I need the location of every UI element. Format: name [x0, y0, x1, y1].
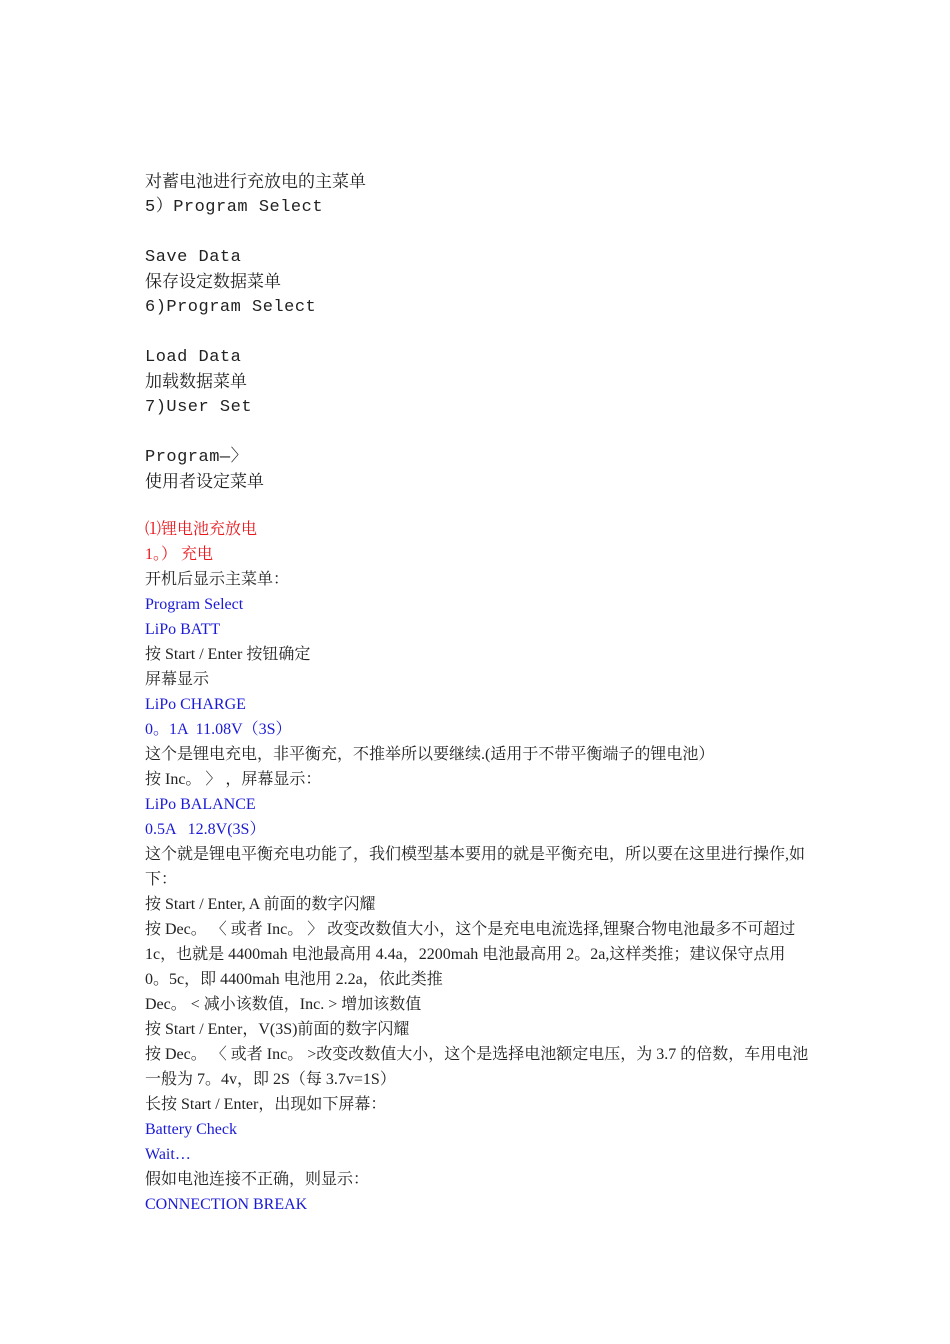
paragraph: 按 Dec。 〈 或者 Inc。 >改变改数值大小，这个是选择电池额定电压，为 3.7 的倍数，车用电池一般为 7。4v，即 2S（每 3.7v=1S）	[145, 1046, 809, 1088]
spacer	[145, 320, 810, 345]
spacer	[145, 420, 810, 445]
menu-program-arrow: Program—〉	[145, 448, 249, 467]
menu-item-6: 6)Program Select	[145, 298, 317, 317]
paragraph: 这个是锂电充电，非平衡充，不推举所以要继续.(适用于不带平衡端子的锂电池）	[145, 746, 715, 763]
paragraph: 按 Start / Enter 按钮确定	[145, 646, 311, 663]
screen-text: Program Select	[145, 596, 244, 613]
paragraph: 按 Start / Enter, A 前面的数字闪耀	[145, 896, 376, 913]
menu-load-data: Load Data	[145, 348, 242, 367]
menu-item-5: 5）Program Select	[145, 198, 324, 217]
screen-text: LiPo BATT	[145, 621, 221, 638]
paragraph: 屏幕显示	[145, 671, 210, 688]
section-heading: ⑴锂电池充放电	[145, 521, 258, 538]
screen-text: Wait…	[145, 1146, 191, 1163]
screen-text: LiPo CHARGE	[145, 696, 246, 713]
paragraph: 开机后显示主菜单：	[145, 571, 290, 588]
menu-desc-main: 对蓄电池进行充放电的主菜单	[145, 172, 366, 192]
menu-save-data: Save Data	[145, 248, 242, 267]
menu-desc-user: 使用者设定菜单	[145, 472, 264, 492]
document-page	[145, 170, 810, 1217]
spacer	[145, 220, 810, 245]
paragraph: 按 Start / Enter，V(3S)前面的数字闪耀	[145, 1021, 410, 1038]
screen-text: Battery Check	[145, 1121, 237, 1138]
paragraph: 按 Inc。 〉 ，屏幕显示：	[145, 771, 322, 788]
screen-text: LiPo BALANCE	[145, 796, 256, 813]
section-subheading: 1。） 充电	[145, 546, 214, 563]
paragraph: Dec。 < 减小该数值，Inc. > 增加该数值	[145, 996, 422, 1013]
paragraph: 长按 Start / Enter，出现如下屏幕：	[145, 1096, 387, 1113]
screen-text: CONNECTION BREAK	[145, 1196, 308, 1213]
spacer	[145, 495, 810, 517]
screen-text: 0.5A 12.8V(3S）	[145, 821, 266, 838]
paragraph: 假如电池连接不正确，则显示：	[145, 1171, 370, 1188]
paragraph: 这个就是锂电平衡充电功能了，我们模型基本要用的就是平衡充电，所以要在这里进行操作,如下：	[145, 846, 806, 888]
menu-item-7: 7)User Set	[145, 398, 253, 417]
paragraph: 按 Dec。 〈 或者 Inc。 〉 改变改数值大小，这个是充电电流选择,锂聚合物电池最多不可超过 1c，也就是 4400mah 电池最高用 4.4a，2200mah 电池最高用 2。2a,这样类推；建议保守点用 0。5c，即 4400mah 电池用 2.2a，依此类推	[145, 921, 800, 988]
menu-desc-save: 保存设定数据菜单	[145, 272, 281, 292]
screen-text: 0。1A 11.08V（3S）	[145, 721, 292, 738]
menu-desc-load: 加载数据菜单	[145, 372, 247, 392]
